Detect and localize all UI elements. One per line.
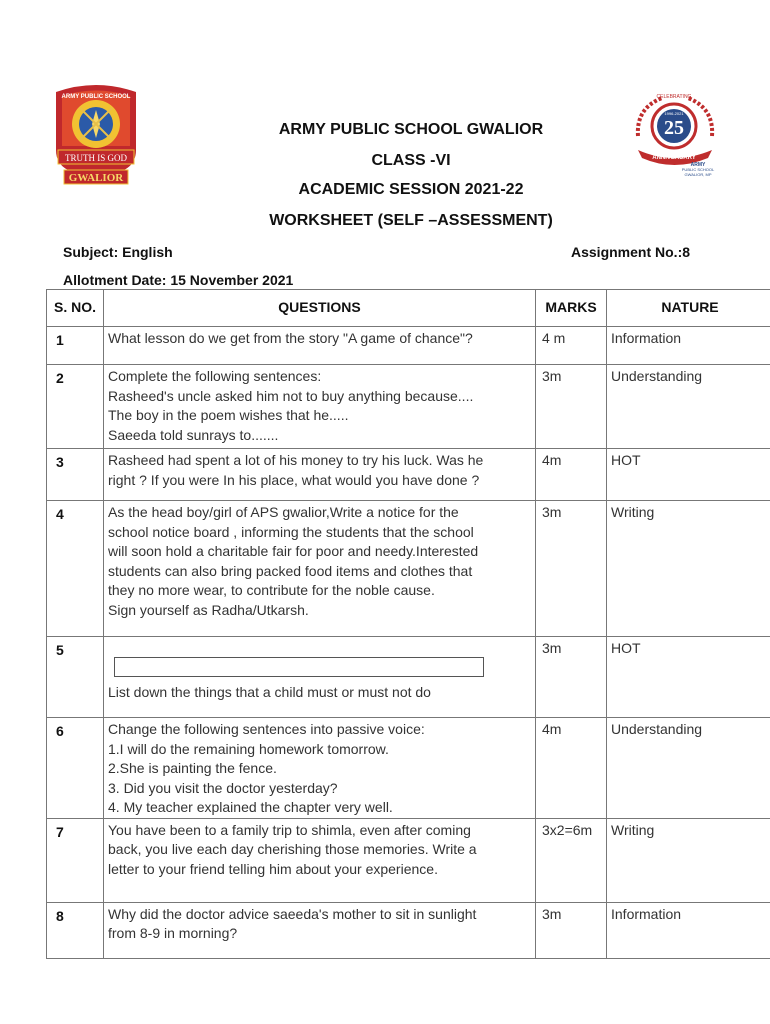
row-nature: Information [607, 902, 770, 958]
assignment-number: Assignment No.:8 [571, 244, 691, 260]
question-line: Saeeda told sunrays to....... [108, 426, 279, 443]
logo-city-text: GWALIOR [68, 172, 124, 184]
question-line: right ? If you were In his place, what would you have done ? [108, 471, 480, 488]
allotment-date: Allotment Date: 15 November 2021 [63, 272, 294, 288]
table-row [47, 818, 770, 902]
row-question [104, 365, 536, 449]
header-questions: QUESTIONS [104, 290, 536, 327]
row-nature: Understanding [607, 365, 770, 449]
question-line: students can also bring packed food items and clothes that [108, 562, 473, 579]
row-sno: 5 [47, 637, 104, 718]
question-line: Why did the doctor advice saeeda's mother to sit in sunlight [108, 905, 477, 922]
row-marks: 3m [536, 501, 607, 637]
logo-years-text: 1996-2021 [664, 111, 684, 116]
question-line: As the head boy/girl of APS gwalior,Write a notice for the [108, 504, 459, 520]
table-header-row [47, 290, 770, 327]
row-sno: 3 [47, 449, 104, 501]
table-row [47, 449, 770, 501]
question-line: school notice board , informing the students that the school [108, 523, 474, 540]
row-nature: Information [607, 327, 770, 365]
table-row [47, 637, 770, 718]
school-name: ARMY PUBLIC SCHOOL GWALIOR [278, 121, 544, 138]
row-question [104, 818, 536, 902]
logo-celebrating-text: CELEBRATING [656, 94, 692, 100]
question-line: The boy in the poem wishes that he..... [108, 407, 349, 423]
subject-label: Subject: English [63, 244, 173, 260]
question-line: 2.She is painting the fence. [108, 760, 277, 776]
table-row [47, 327, 770, 365]
row-marks: 4m [536, 449, 607, 501]
row-question [104, 327, 536, 365]
question-line: List down the things that a child must or must not do [108, 684, 431, 700]
row-nature: HOT [607, 637, 770, 718]
row-question [104, 449, 536, 501]
logo-arc-text: ARMY PUBLIC SCHOOL [61, 94, 131, 100]
question-line: letter to your friend telling him about your experience. [108, 860, 438, 877]
question-line: Sign yourself as Radha/Utkarsh. [108, 601, 309, 618]
logo-line3: GWALIOR, MP [684, 172, 712, 177]
row-sno: 6 [47, 718, 104, 819]
questions-table [46, 289, 770, 959]
row-nature: HOT [607, 449, 770, 501]
row-marks: 3m [536, 365, 607, 449]
table-row [47, 718, 770, 819]
row-marks: 4 m [536, 327, 607, 365]
question-line: Rasheed had spent a lot of his money to try his luck. Was he [108, 452, 484, 468]
question-line: Change the following sentences into passive voice: [108, 721, 425, 737]
table-row [47, 365, 770, 449]
row-sno: 4 [47, 501, 104, 637]
worksheet-title: WORKSHEET (SELF –ASSESSMENT) [269, 212, 553, 229]
row-question [104, 501, 536, 637]
row-sno: 7 [47, 818, 104, 902]
table-row [47, 902, 770, 958]
blank-answer-box [114, 657, 484, 677]
row-sno: 2 [47, 365, 104, 449]
question-line: from 8-9 in morning? [108, 925, 238, 941]
question-line: will soon hold a charitable fair for poor and needy.Interested [108, 543, 479, 559]
question-line: back, you live each day cherishing those memories. Write a [108, 841, 477, 857]
logo-anniversary-number: 25 [664, 117, 684, 139]
table-row [47, 501, 770, 637]
row-marks: 3m [536, 902, 607, 958]
header-sno: S. NO. [47, 290, 104, 327]
row-nature: Understanding [607, 718, 770, 819]
row-nature: Writing [607, 818, 770, 902]
logo-line2: PUBLIC SCHOOL [681, 167, 715, 172]
row-marks: 4m [536, 718, 607, 819]
question-line: 4. My teacher explained the chapter very well. [108, 799, 393, 815]
header-nature: NATURE [607, 290, 770, 327]
question-line: You have been to a family trip to shimla, even after coming [108, 821, 471, 838]
row-marks: 3m [536, 637, 607, 718]
row-question [104, 902, 536, 958]
question-line: 1.I will do the remaining homework tomorrow. [108, 740, 389, 757]
logo-motto-text: TRUTH IS GOD [65, 153, 127, 163]
question-line: Complete the following sentences: [108, 368, 322, 384]
row-question [104, 637, 536, 718]
row-nature: Writing [607, 501, 770, 637]
session-title: ACADEMIC SESSION 2021-22 [298, 181, 524, 198]
row-question [104, 718, 536, 819]
row-sno: 8 [47, 902, 104, 958]
question-line: they no more wear, to contribute for the noble cause. [108, 582, 435, 598]
logo-line1: ARMY [690, 162, 706, 168]
header-marks: MARKS [536, 290, 607, 327]
class-title: CLASS -VI [371, 152, 451, 169]
logo-ribbon-text: ANNIVERSARY [652, 155, 696, 161]
row-marks: 3x2=6m [536, 818, 607, 902]
row-sno: 1 [47, 327, 104, 365]
question-line: Rasheed's uncle asked him not to buy anything because.... [108, 387, 474, 404]
question-line: What lesson do we get from the story "A game of chance"? [108, 330, 473, 346]
question-line: 3. Did you visit the doctor yesterday? [108, 779, 338, 796]
